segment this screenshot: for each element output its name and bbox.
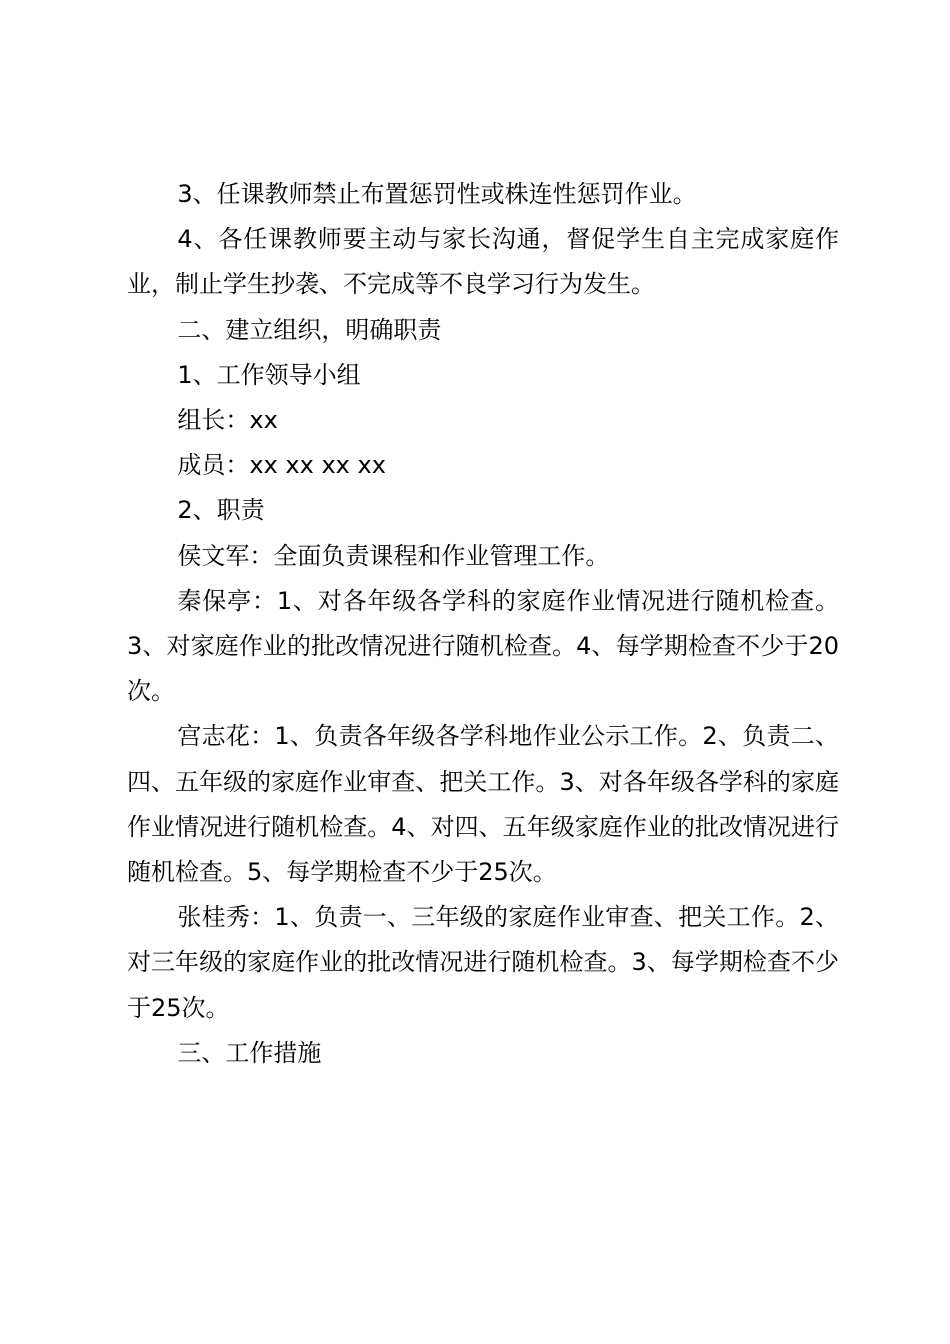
subheading-leadership-group: 1、工作领导小组: [177, 360, 361, 389]
paragraph-item-4: 4、各任课教师要主动与家长沟通，督促学生自主完成家庭作业，制止学生抄袭、不完成等不良学习行为发生。: [127, 225, 839, 299]
group-leader-line: 组长：xx: [177, 406, 278, 435]
duty-paragraph-3: 宫志花：1、负责各年级各学科地作业公示工作。2、负责二、四、五年级的家庭作业审查、把关工作。3、对各年级各学科的家庭作业情况进行随机检查。4、对四、五年级家庭作业的批改情况进行随机检查。5、每学期检查不少于25次。: [127, 722, 839, 887]
duty-paragraph-1: 侯文军：全面负责课程和作业管理工作。: [177, 541, 610, 570]
document-body: [127, 172, 839, 1076]
subheading-duties: 2、职责: [177, 496, 265, 525]
paragraph-item-3: 3、任课教师禁止布置惩罚性或株连性惩罚作业。: [177, 180, 697, 208]
group-members-line: 成员：xx xx xx xx: [177, 451, 386, 480]
duty-paragraph-2: 秦保亭：1、对各年级各学科的家庭作业情况进行随机检查。3、对家庭作业的批改情况进行随机检查。4、每学期检查不少于20次。: [127, 586, 839, 706]
duty-paragraph-4: 张桂秀：1、负责一、三年级的家庭作业审查、把关工作。2、对三年级的家庭作业的批改情况进行随机检查。3、每学期检查不少于25次。: [127, 903, 839, 1022]
section-heading-measures: 三、工作措施: [177, 1038, 322, 1067]
section-heading-organization: 二、建立组织，明确职责: [177, 315, 442, 344]
